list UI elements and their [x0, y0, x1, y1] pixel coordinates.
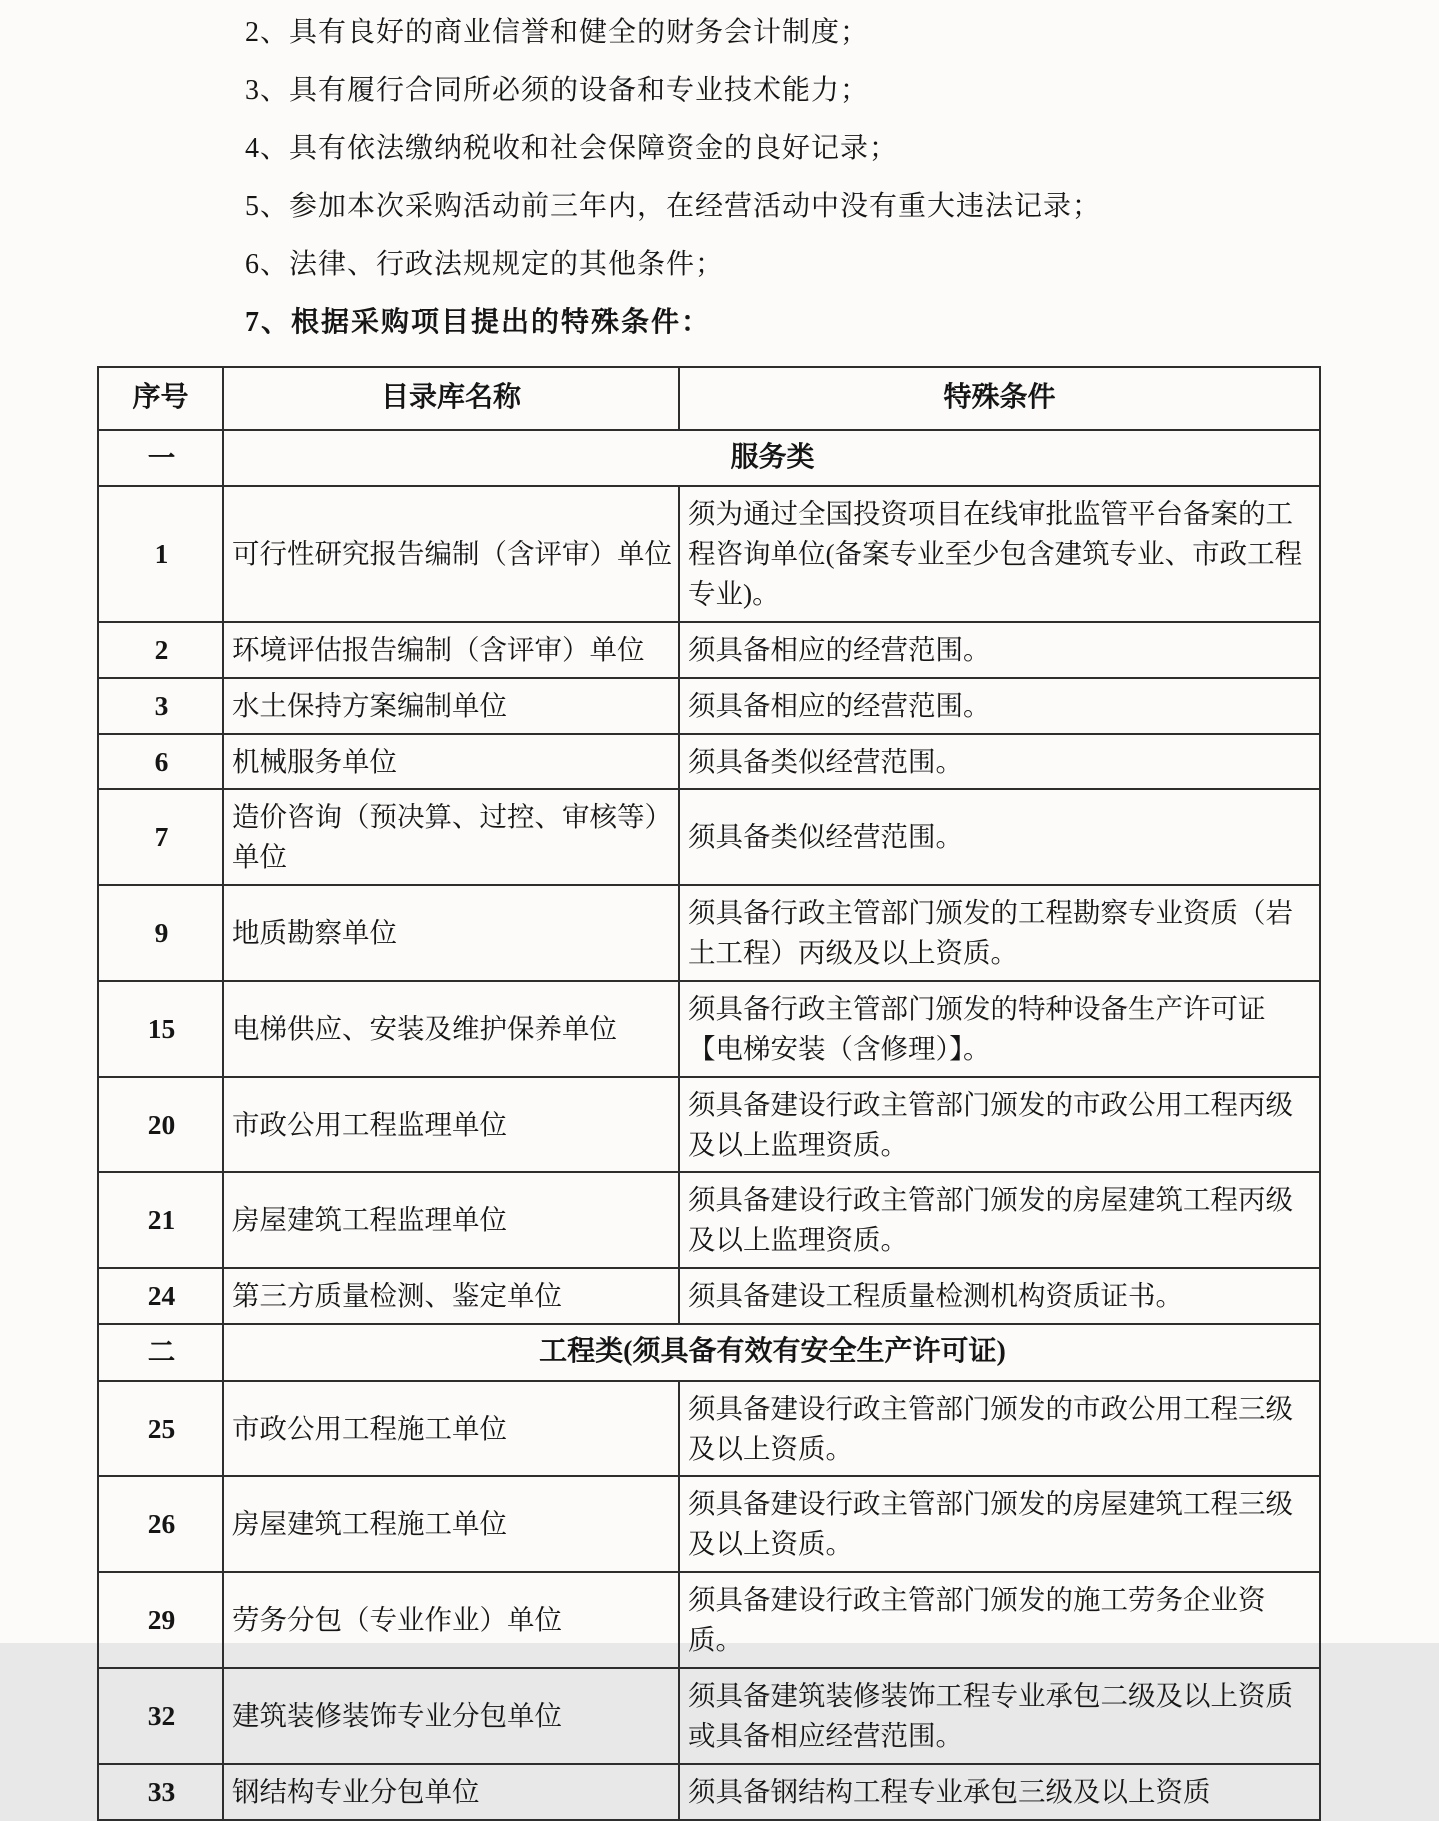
row-number-cell: 3	[98, 678, 223, 734]
catalog-name-cell: 机械服务单位	[223, 734, 679, 790]
table-row	[98, 734, 1320, 790]
special-condition-cell: 须具备行政主管部门颁发的特种设备生产许可证【电梯安装（含修理）】。	[679, 981, 1320, 1077]
special-condition-cell: 须具备类似经营范围。	[679, 734, 1320, 790]
catalog-name-cell: 可行性研究报告编制（含评审）单位	[223, 486, 679, 622]
table-header-row	[98, 367, 1320, 430]
catalog-name-cell: 市政公用工程监理单位	[223, 1077, 679, 1173]
special-condition-cell: 须具备建设行政主管部门颁发的房屋建筑工程三级及以上资质。	[679, 1476, 1320, 1572]
special-condition-cell: 须具备建设工程质量检测机构资质证书。	[679, 1268, 1320, 1324]
row-number-cell: 6	[98, 734, 223, 790]
table-row	[98, 486, 1320, 622]
table-row	[98, 622, 1320, 678]
table-row	[98, 1172, 1320, 1268]
table-row	[98, 1668, 1320, 1764]
row-number-cell: 7	[98, 789, 223, 885]
catalog-name-cell: 地质勘察单位	[223, 885, 679, 981]
catalog-name-cell: 电梯供应、安装及维护保养单位	[223, 981, 679, 1077]
special-condition-cell: 须具备相应的经营范围。	[679, 678, 1320, 734]
list-item: 3、具有履行合同所必须的设备和专业技术能力；	[245, 75, 870, 106]
row-number-cell: 26	[98, 1476, 223, 1572]
row-number-cell: 24	[98, 1268, 223, 1324]
catalog-name-cell: 钢结构专业分包单位	[223, 1764, 679, 1820]
special-condition-cell: 须具备相应的经营范围。	[679, 622, 1320, 678]
table-row	[98, 1476, 1320, 1572]
table-row	[98, 1764, 1320, 1820]
special-conditions-table	[97, 366, 1321, 1821]
section-row	[98, 1324, 1320, 1381]
table-row	[98, 789, 1320, 885]
special-condition-cell: 须具备建设行政主管部门颁发的房屋建筑工程丙级及以上监理资质。	[679, 1172, 1320, 1268]
row-number-cell: 15	[98, 981, 223, 1077]
catalog-name-cell: 房屋建筑工程施工单位	[223, 1476, 679, 1572]
special-condition-cell: 须具备建设行政主管部门颁发的施工劳务企业资质。	[679, 1572, 1320, 1668]
list-item: 5、参加本次采购活动前三年内，在经营活动中没有重大违法记录；	[245, 191, 1102, 222]
list-item: 4、具有依法缴纳税收和社会保障资金的良好记录；	[245, 133, 899, 164]
catalog-name-cell: 市政公用工程施工单位	[223, 1381, 679, 1477]
special-condition-cell: 须具备建设行政主管部门颁发的市政公用工程丙级及以上监理资质。	[679, 1077, 1320, 1173]
special-condition-cell: 须具备行政主管部门颁发的工程勘察专业资质（岩土工程）丙级及以上资质。	[679, 885, 1320, 981]
special-condition-cell: 须为通过全国投资项目在线审批监管平台备案的工程咨询单位(备案专业至少包含建筑专业、市政工程专业)。	[679, 486, 1320, 622]
row-number-cell: 25	[98, 1381, 223, 1477]
section-number-cell: 二	[98, 1324, 223, 1381]
row-number-cell: 33	[98, 1764, 223, 1820]
section-number-cell: 一	[98, 430, 223, 487]
catalog-name-cell: 劳务分包（专业作业）单位	[223, 1572, 679, 1668]
row-number-cell: 21	[98, 1172, 223, 1268]
row-number-cell: 29	[98, 1572, 223, 1668]
table-row	[98, 1381, 1320, 1477]
list-item-special-conditions-heading: 7、根据采购项目提出的特殊条件：	[245, 307, 712, 338]
special-condition-cell: 须具备钢结构工程专业承包三级及以上资质	[679, 1764, 1320, 1820]
catalog-name-cell: 第三方质量检测、鉴定单位	[223, 1268, 679, 1324]
row-number-cell: 1	[98, 486, 223, 622]
row-number-cell: 2	[98, 622, 223, 678]
table-row	[98, 981, 1320, 1077]
column-header-special-condition: 特殊条件	[679, 367, 1320, 430]
table-row	[98, 678, 1320, 734]
special-condition-cell: 须具备类似经营范围。	[679, 789, 1320, 885]
table-body	[98, 430, 1320, 1820]
row-number-cell: 20	[98, 1077, 223, 1173]
catalog-name-cell: 房屋建筑工程监理单位	[223, 1172, 679, 1268]
table-row	[98, 1077, 1320, 1173]
list-item: 2、具有良好的商业信誉和健全的财务会计制度；	[245, 17, 870, 48]
table-row	[98, 1268, 1320, 1324]
table-row	[98, 885, 1320, 981]
catalog-name-cell: 建筑装修装饰专业分包单位	[223, 1668, 679, 1764]
catalog-name-cell: 水土保持方案编制单位	[223, 678, 679, 734]
conditions-list	[0, 0, 1439, 338]
list-item: 6、法律、行政法规规定的其他条件；	[245, 249, 725, 280]
table-row	[98, 1572, 1320, 1668]
section-title-cell: 服务类	[223, 430, 1320, 487]
catalog-name-cell: 造价咨询（预决算、过控、审核等）单位	[223, 789, 679, 885]
column-header-number: 序号	[98, 367, 223, 430]
special-condition-cell: 须具备建筑装修装饰工程专业承包二级及以上资质或具备相应经营范围。	[679, 1668, 1320, 1764]
row-number-cell: 9	[98, 885, 223, 981]
section-title-cell: 工程类(须具备有效有安全生产许可证)	[223, 1324, 1320, 1381]
column-header-catalog-name: 目录库名称	[223, 367, 679, 430]
catalog-name-cell: 环境评估报告编制（含评审）单位	[223, 622, 679, 678]
section-row	[98, 430, 1320, 487]
special-condition-cell: 须具备建设行政主管部门颁发的市政公用工程三级及以上资质。	[679, 1381, 1320, 1477]
row-number-cell: 32	[98, 1668, 223, 1764]
